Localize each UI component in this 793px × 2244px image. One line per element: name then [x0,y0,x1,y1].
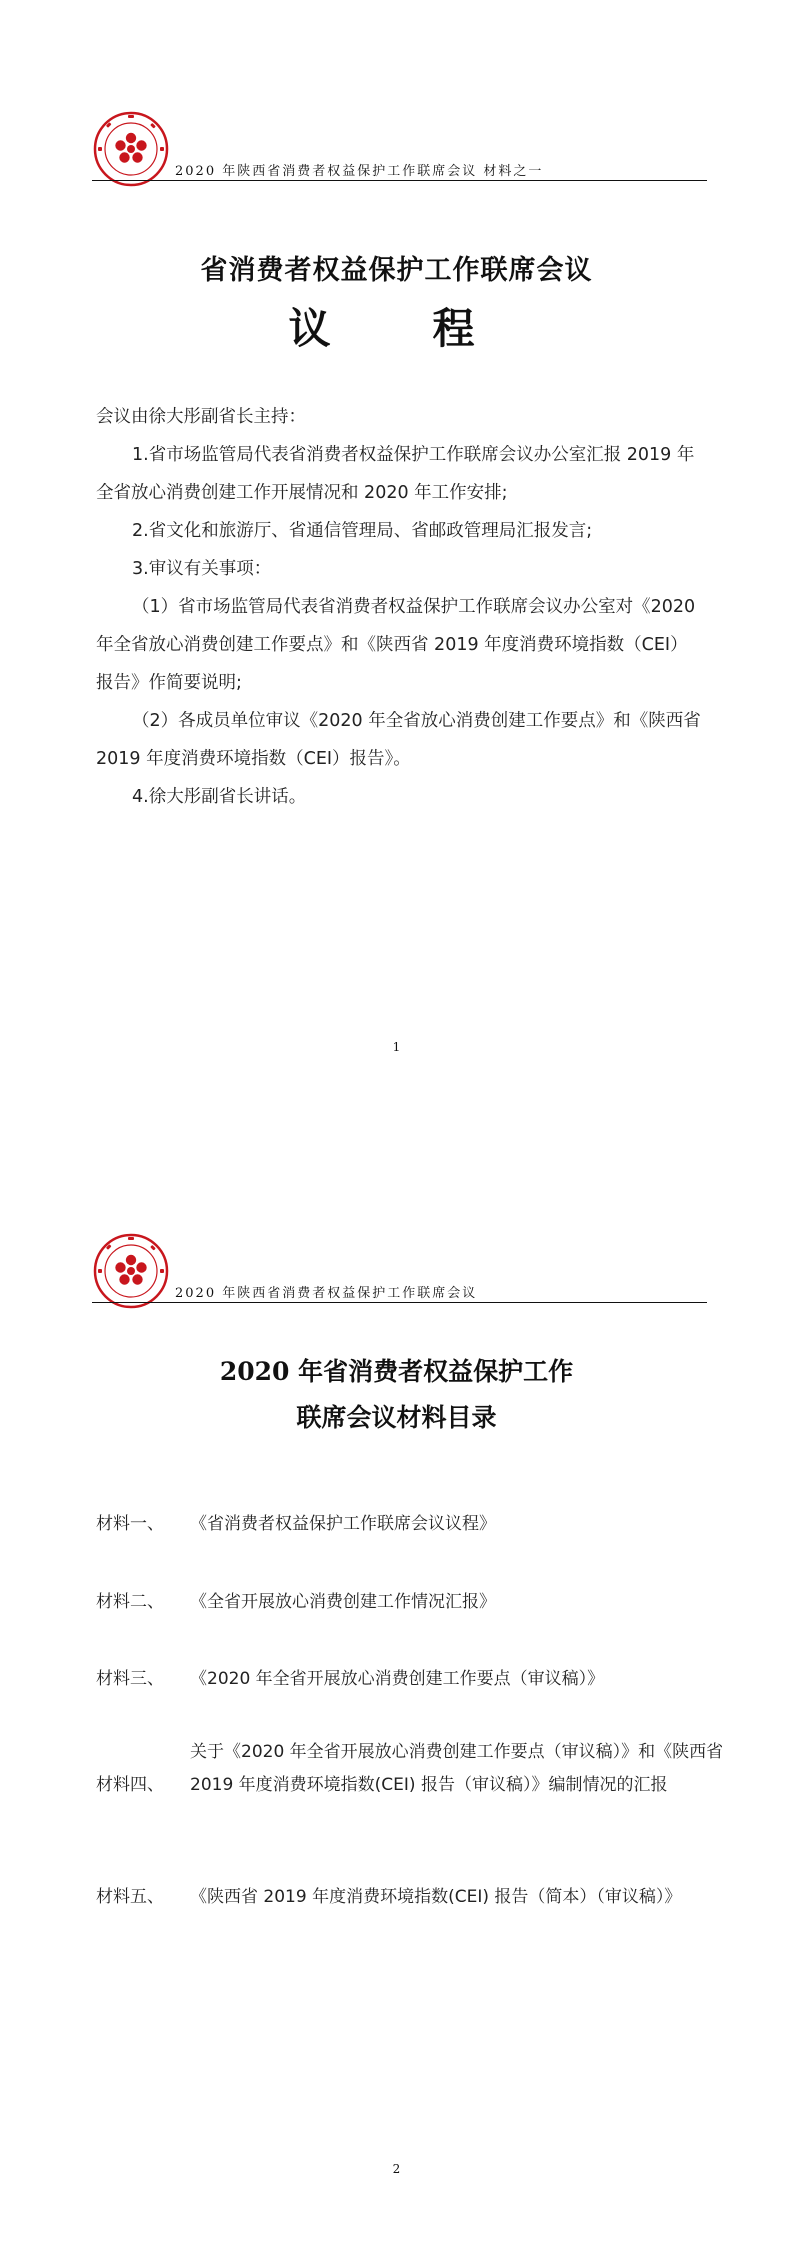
material-label: 材料一、 [96,1514,164,1534]
running-header: 2020 年陕西省消费者权益保护工作联席会议 [175,1286,478,1301]
agenda-item-2: 2.省文化和旅游厅、省通信管理局、省邮政管理局汇报发言; [132,521,593,541]
material-label: 材料二、 [96,1592,164,1612]
agenda-item-3-sub-2: （2）各成员单位审议《2020 年全省放心消费创建工作要点》和《陕西省 2019 年度消费环境指数（CEI）报告》。 [96,711,701,769]
agenda-item-3-sub-1: （1）省市场监管局代表省消费者权益保护工作联席会议办公室对《2020 年全省放心消费创建工作要点》和《陕西省 2019 年度消费环境指数（CEI）报告》作简要说明; [96,597,696,693]
material-title: 关于《2020 年全省开展放心消费创建工作要点（审议稿）》和《陕西省 2019 年度消费环境指数(CEI) 报告（审议稿）》编制情况的汇报 [190,1742,724,1795]
meeting-title: 省消费者权益保护工作联席会议 [200,255,593,286]
agenda-heading: 议 程 [288,304,505,353]
agenda-item-4: 4.徐大彤副省长讲话。 [132,787,307,807]
agenda-intro: 会议由徐大彤副省长主持： [96,407,306,427]
material-label: 材料五、 [96,1887,164,1907]
materials-title-line-1: 2020 年省消费者权益保护工作 [219,1357,574,1386]
agenda-item-1: 1.省市场监管局代表省消费者权益保护工作联席会议办公室汇报 2019 年全省放心消费创建工作开展情况和 2020 年工作安排; [96,445,695,503]
material-title: 《2020 年全省开展放心消费创建工作要点（审议稿）》 [190,1669,605,1689]
materials-title-line-2: 联席会议材料目录 [296,1403,497,1432]
material-label: 材料三、 [96,1669,164,1689]
running-header: 2020 年陕西省消费者权益保护工作联席会议 材料之一 [175,164,544,179]
page-number: 1 [392,1040,401,1054]
material-label: 材料四、 [96,1775,164,1795]
header-rule [92,1302,707,1303]
material-title: 《省消费者权益保护工作联席会议议程》 [190,1514,496,1534]
agenda-item-3: 3.审议有关事项： [132,559,272,579]
consumer-association-logo-icon [92,110,170,188]
agenda-body [96,398,701,816]
consumer-association-logo-icon [92,1232,170,1310]
document-page-2 [0,1122,793,2244]
header-rule [92,180,707,181]
page-number: 2 [392,2162,401,2176]
material-title: 《全省开展放心消费创建工作情况汇报》 [190,1592,496,1612]
material-title: 《陕西省 2019 年度消费环境指数(CEI) 报告（简本）（审议稿）》 [190,1887,682,1907]
